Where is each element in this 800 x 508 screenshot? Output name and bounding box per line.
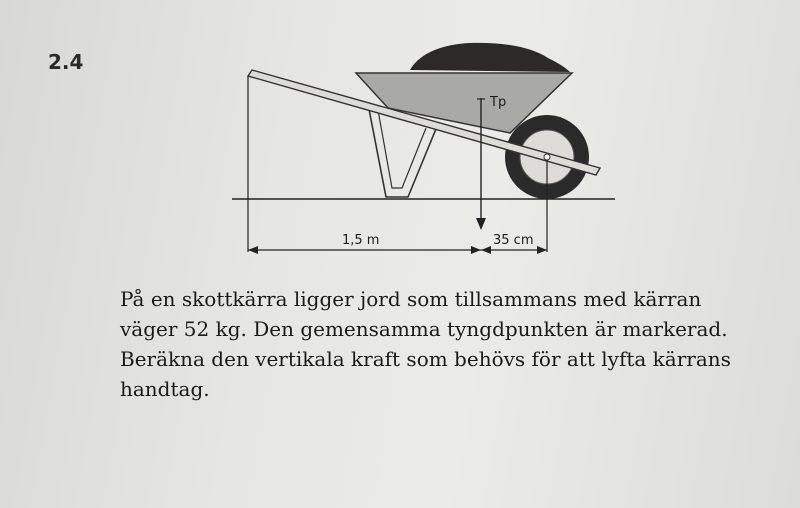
problem-number: 2.4	[48, 50, 84, 74]
problem-text-line: väger 52 kg. Den gemensamma tyngdpunkten är markerad.	[120, 317, 728, 341]
wheel-axle	[544, 154, 550, 160]
center-of-gravity-label: Tp	[490, 95, 507, 110]
soil-pile	[410, 43, 570, 72]
gravity-arrow-head	[476, 218, 486, 230]
problem-text-line: Beräkna den vertikala kraft som behövs för att lyfta kärrans	[120, 347, 731, 371]
dimension-arrow-left	[248, 246, 258, 254]
problem-text	[120, 284, 760, 404]
handle-distance-label: 1,5 m	[342, 233, 380, 248]
dimension-arrow-right	[537, 246, 547, 254]
dimension-arrow-mid-left	[471, 246, 481, 254]
wheel-distance-label: 35 cm	[493, 233, 534, 248]
dimension-arrow-mid-right	[481, 246, 491, 254]
problem-text-line: handtag.	[120, 377, 210, 401]
problem-text-line: På en skottkärra ligger jord som tillsammans med kärran	[120, 287, 702, 311]
